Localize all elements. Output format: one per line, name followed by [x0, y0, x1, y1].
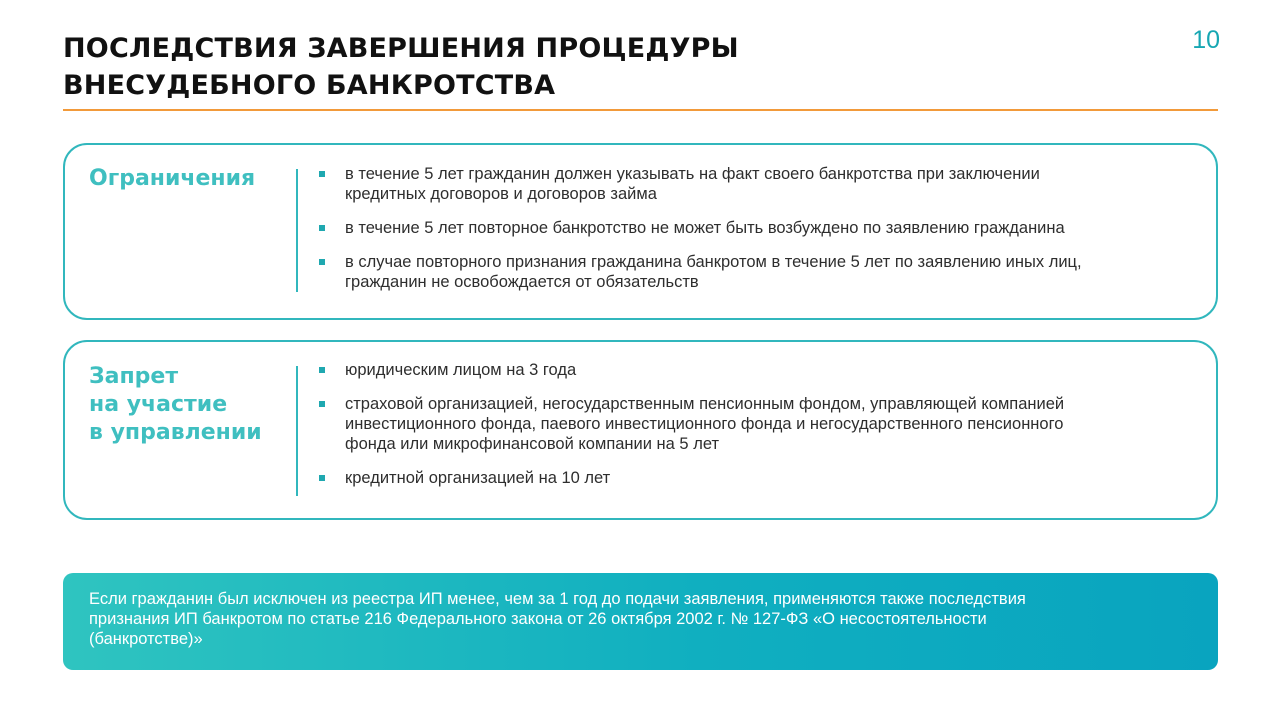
list-item-line: кредитной организацией на 10 лет [345, 469, 611, 487]
restrictions-list [317, 164, 1186, 292]
restrictions-heading-line: Ограничения [89, 166, 256, 191]
management-ban-card [63, 340, 1218, 520]
list-item [317, 394, 1186, 454]
square-bullet-icon [319, 475, 325, 481]
square-bullet-icon [319, 259, 325, 265]
list-item-line: юридическим лицом на 3 года [345, 361, 577, 379]
management-ban-divider [296, 366, 298, 496]
list-item [317, 360, 1186, 380]
square-bullet-icon [319, 367, 325, 373]
square-bullet-icon [319, 171, 325, 177]
management-ban-heading-line: на участие [89, 392, 228, 417]
restrictions-card [63, 143, 1218, 320]
note-line: Если гражданин был исключен из реестра ИП менее, чем за 1 год до подачи заявления, применяются также последствия [89, 590, 1026, 608]
slide-title [63, 30, 963, 104]
list-item-line: в течение 5 лет гражданин должен указывать на факт своего банкротства при заключении [345, 165, 1040, 183]
list-item [317, 164, 1186, 204]
note-line: (банкротстве)» [89, 630, 203, 648]
slide-title-line: ВНЕСУДЕБНОГО БАНКРОТСТВА [63, 70, 556, 101]
management-ban-list [317, 360, 1186, 488]
list-item-line: гражданин не освобождается от обязательств [345, 273, 699, 291]
restrictions-divider [296, 169, 298, 292]
list-item [317, 468, 1186, 488]
slide-title-line: ПОСЛЕДСТВИЯ ЗАВЕРШЕНИЯ ПРОЦЕДУРЫ [63, 33, 739, 64]
ip-note-banner [63, 573, 1218, 670]
list-item [317, 252, 1186, 292]
list-item-line: кредитных договоров и договоров займа [345, 185, 657, 203]
list-item-line: инвестиционного фонда, паевого инвестиционного фонда и негосударственного пенсионного [345, 415, 1064, 433]
list-item-line: в течение 5 лет повторное банкротство не может быть возбуждено по заявлению гражданина [345, 219, 1065, 237]
list-item-line: фонда или микрофинансовой компании на 5 лет [345, 435, 720, 453]
list-item [317, 218, 1186, 238]
list-item-line: страховой организацией, негосударственным пенсионным фондом, управляющей компанией [345, 395, 1065, 413]
title-divider [63, 109, 1218, 111]
management-ban-heading [89, 363, 262, 447]
management-ban-heading-line: в управлении [89, 420, 262, 445]
management-ban-heading-line: Запрет [89, 364, 179, 389]
page-number: 10 [1192, 26, 1220, 54]
note-line: признания ИП банкротом по статье 216 Федерального закона от 26 октября 2002 г. № 127-ФЗ «О несостоятельности [89, 610, 987, 628]
restrictions-heading [89, 165, 255, 193]
list-item-line: в случае повторного признания гражданина банкротом в течение 5 лет по заявлению иных лиц, [345, 253, 1082, 271]
square-bullet-icon [319, 401, 325, 407]
square-bullet-icon [319, 225, 325, 231]
